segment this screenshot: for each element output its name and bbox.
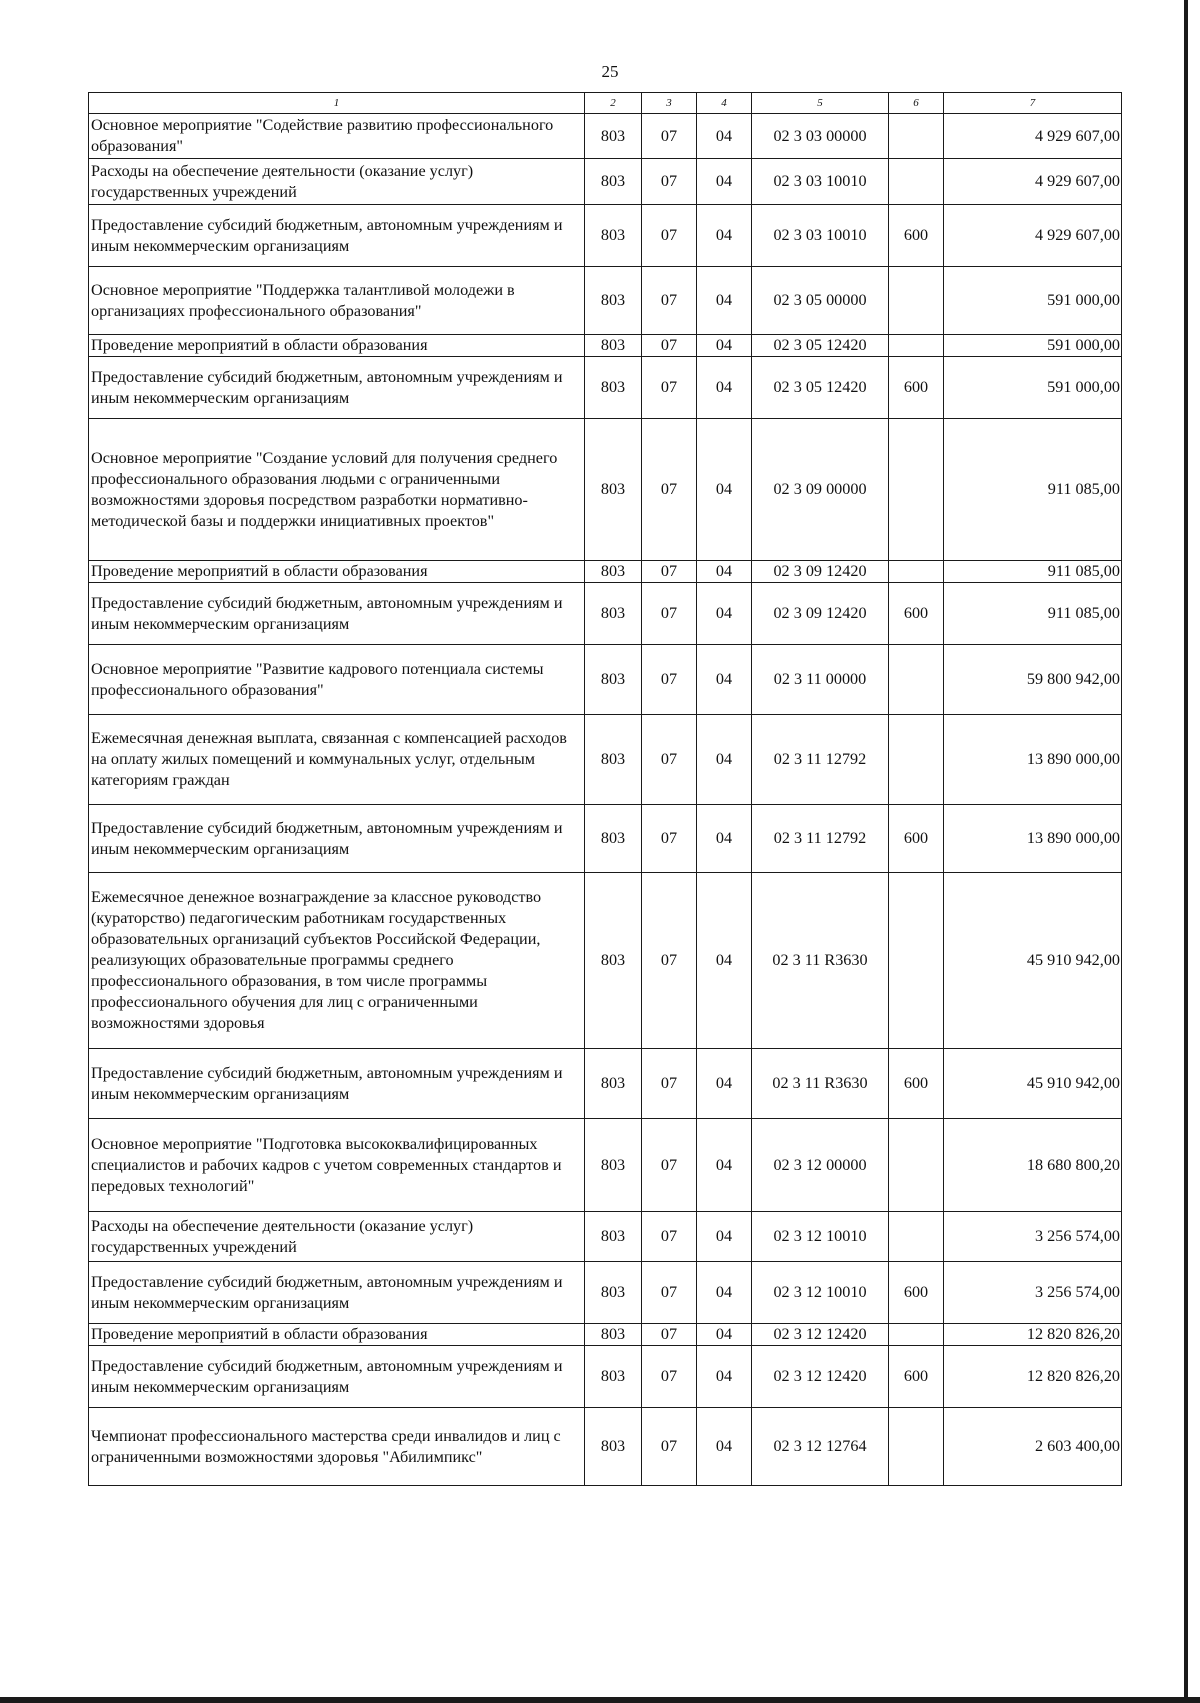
table-row	[89, 1324, 1122, 1346]
column-number: 1	[89, 93, 585, 114]
column-number: 2	[585, 93, 642, 114]
row-section-code: 07	[642, 805, 697, 873]
row-target-article: 02 3 12 12420	[752, 1324, 889, 1346]
table-row	[89, 267, 1122, 335]
row-target-article: 02 3 11 12792	[752, 805, 889, 873]
column-number: 3	[642, 93, 697, 114]
row-subsection-code: 04	[697, 1346, 752, 1408]
table-row	[89, 1262, 1122, 1324]
row-subsection-code: 04	[697, 114, 752, 159]
row-target-article: 02 3 03 00000	[752, 114, 889, 159]
row-subsection-code: 04	[697, 1049, 752, 1119]
row-target-article: 02 3 11 R3630	[752, 1049, 889, 1119]
row-section-code: 07	[642, 1119, 697, 1212]
row-subsection-code: 04	[697, 1212, 752, 1262]
row-section-code: 07	[642, 114, 697, 159]
row-target-article: 02 3 11 R3630	[752, 873, 889, 1049]
row-expense-type	[889, 715, 944, 805]
scan-border-bottom	[0, 1697, 1200, 1703]
row-subsection-code: 04	[697, 805, 752, 873]
row-target-article: 02 3 12 12420	[752, 1346, 889, 1408]
row-description: Основное мероприятие "Поддержка талантливой молодежи в организациях профессионального образования"	[89, 267, 585, 335]
row-amount: 13 890 000,00	[944, 805, 1122, 873]
row-target-article: 02 3 12 12764	[752, 1408, 889, 1486]
row-description: Основное мероприятие "Создание условий для получения среднего профессионального образования людьми с ограниченными возможностями здоровья посредством разработки нормативно-методической базы и поддержки инициативных проектов"	[89, 419, 585, 561]
row-section-code: 07	[642, 1408, 697, 1486]
row-expense-type	[889, 159, 944, 205]
row-amount: 591 000,00	[944, 335, 1122, 357]
row-subsection-code: 04	[697, 1408, 752, 1486]
table-row	[89, 205, 1122, 267]
row-description: Предоставление субсидий бюджетным, автономным учреждениям и иным некоммерческим организациям	[89, 1346, 585, 1408]
row-expense-type	[889, 1324, 944, 1346]
row-description: Основное мероприятие "Подготовка высококвалифицированных специалистов и рабочих кадров с учетом современных стандартов и передовых технологий"	[89, 1119, 585, 1212]
row-amount: 45 910 942,00	[944, 1049, 1122, 1119]
row-description: Основное мероприятие "Развитие кадрового потенциала системы профессионального образования"	[89, 645, 585, 715]
row-department-code: 803	[585, 357, 642, 419]
row-amount: 2 603 400,00	[944, 1408, 1122, 1486]
row-expense-type	[889, 1408, 944, 1486]
row-description: Проведение мероприятий в области образования	[89, 335, 585, 357]
row-description: Предоставление субсидий бюджетным, автономным учреждениям и иным некоммерческим организациям	[89, 583, 585, 645]
row-target-article: 02 3 05 00000	[752, 267, 889, 335]
row-amount: 911 085,00	[944, 561, 1122, 583]
row-subsection-code: 04	[697, 1324, 752, 1346]
table-row	[89, 645, 1122, 715]
row-target-article: 02 3 09 00000	[752, 419, 889, 561]
row-section-code: 07	[642, 715, 697, 805]
row-subsection-code: 04	[697, 419, 752, 561]
table-row	[89, 159, 1122, 205]
row-subsection-code: 04	[697, 583, 752, 645]
row-description: Расходы на обеспечение деятельности (оказание услуг) государственных учреждений	[89, 159, 585, 205]
row-amount: 591 000,00	[944, 267, 1122, 335]
row-description: Предоставление субсидий бюджетным, автономным учреждениям и иным некоммерческим организациям	[89, 205, 585, 267]
row-amount: 12 820 826,20	[944, 1324, 1122, 1346]
row-expense-type: 600	[889, 205, 944, 267]
row-department-code: 803	[585, 645, 642, 715]
table-row	[89, 1212, 1122, 1262]
row-description: Основное мероприятие "Содействие развитию профессионального образования"	[89, 114, 585, 159]
table-row	[89, 1049, 1122, 1119]
row-subsection-code: 04	[697, 1119, 752, 1212]
table-row	[89, 357, 1122, 419]
column-number: 4	[697, 93, 752, 114]
row-subsection-code: 04	[697, 715, 752, 805]
row-section-code: 07	[642, 583, 697, 645]
row-description: Чемпионат профессионального мастерства среди инвалидов и лиц с ограниченными возможностями здоровья "Абилимпикс"	[89, 1408, 585, 1486]
row-section-code: 07	[642, 1212, 697, 1262]
row-description: Предоставление субсидий бюджетным, автономным учреждениям и иным некоммерческим организациям	[89, 357, 585, 419]
row-department-code: 803	[585, 205, 642, 267]
row-description: Предоставление субсидий бюджетным, автономным учреждениям и иным некоммерческим организациям	[89, 805, 585, 873]
row-target-article: 02 3 11 00000	[752, 645, 889, 715]
row-target-article: 02 3 12 10010	[752, 1262, 889, 1324]
row-expense-type	[889, 335, 944, 357]
row-amount: 911 085,00	[944, 583, 1122, 645]
row-department-code: 803	[585, 1324, 642, 1346]
row-department-code: 803	[585, 1262, 642, 1324]
row-expense-type	[889, 267, 944, 335]
row-expense-type	[889, 419, 944, 561]
row-expense-type: 600	[889, 357, 944, 419]
row-expense-type: 600	[889, 805, 944, 873]
budget-table	[88, 92, 1122, 1486]
row-target-article: 02 3 09 12420	[752, 583, 889, 645]
scan-border-right	[1184, 0, 1188, 1703]
row-amount: 4 929 607,00	[944, 114, 1122, 159]
row-section-code: 07	[642, 267, 697, 335]
row-amount: 13 890 000,00	[944, 715, 1122, 805]
row-department-code: 803	[585, 1408, 642, 1486]
row-amount: 59 800 942,00	[944, 645, 1122, 715]
row-department-code: 803	[585, 1212, 642, 1262]
row-description: Предоставление субсидий бюджетным, автономным учреждениям и иным некоммерческим организациям	[89, 1049, 585, 1119]
row-department-code: 803	[585, 583, 642, 645]
row-subsection-code: 04	[697, 645, 752, 715]
column-number: 6	[889, 93, 944, 114]
row-department-code: 803	[585, 1049, 642, 1119]
row-amount: 4 929 607,00	[944, 205, 1122, 267]
row-amount: 591 000,00	[944, 357, 1122, 419]
row-department-code: 803	[585, 419, 642, 561]
row-subsection-code: 04	[697, 267, 752, 335]
row-expense-type	[889, 645, 944, 715]
row-subsection-code: 04	[697, 357, 752, 419]
row-section-code: 07	[642, 561, 697, 583]
row-section-code: 07	[642, 159, 697, 205]
row-target-article: 02 3 03 10010	[752, 205, 889, 267]
row-department-code: 803	[585, 1119, 642, 1212]
column-number-row	[89, 93, 1122, 114]
row-amount: 45 910 942,00	[944, 873, 1122, 1049]
row-expense-type	[889, 561, 944, 583]
table-row	[89, 1346, 1122, 1408]
row-expense-type	[889, 114, 944, 159]
row-target-article: 02 3 12 00000	[752, 1119, 889, 1212]
row-expense-type: 600	[889, 583, 944, 645]
table-row	[89, 114, 1122, 159]
table-row	[89, 1408, 1122, 1486]
table-row	[89, 419, 1122, 561]
row-description: Предоставление субсидий бюджетным, автономным учреждениям и иным некоммерческим организациям	[89, 1262, 585, 1324]
row-amount: 911 085,00	[944, 419, 1122, 561]
row-amount: 3 256 574,00	[944, 1212, 1122, 1262]
row-expense-type	[889, 873, 944, 1049]
row-subsection-code: 04	[697, 205, 752, 267]
row-section-code: 07	[642, 1324, 697, 1346]
row-department-code: 803	[585, 114, 642, 159]
row-description: Ежемесячная денежная выплата, связанная с компенсацией расходов на оплату жилых помещений и коммунальных услуг, отдельным категориям граждан	[89, 715, 585, 805]
row-section-code: 07	[642, 1049, 697, 1119]
row-target-article: 02 3 05 12420	[752, 357, 889, 419]
row-description: Проведение мероприятий в области образования	[89, 561, 585, 583]
row-section-code: 07	[642, 645, 697, 715]
row-section-code: 07	[642, 419, 697, 561]
row-department-code: 803	[585, 267, 642, 335]
row-department-code: 803	[585, 873, 642, 1049]
table-row	[89, 715, 1122, 805]
row-department-code: 803	[585, 335, 642, 357]
row-amount: 12 820 826,20	[944, 1346, 1122, 1408]
row-department-code: 803	[585, 561, 642, 583]
row-department-code: 803	[585, 715, 642, 805]
row-subsection-code: 04	[697, 159, 752, 205]
row-department-code: 803	[585, 159, 642, 205]
row-expense-type	[889, 1119, 944, 1212]
row-section-code: 07	[642, 873, 697, 1049]
row-description: Ежемесячное денежное вознаграждение за классное руководство (кураторство) педагогическим работникам государственных образовательных организаций субъектов Российской Федерации, реализующих образовательные программы среднего профессионального образования, в том числе программы профессионального обучения для лиц с ограниченными возможностями здоровья	[89, 873, 585, 1049]
row-description: Проведение мероприятий в области образования	[89, 1324, 585, 1346]
row-target-article: 02 3 12 10010	[752, 1212, 889, 1262]
table-row	[89, 583, 1122, 645]
row-section-code: 07	[642, 1346, 697, 1408]
column-number: 5	[752, 93, 889, 114]
column-number: 7	[944, 93, 1122, 114]
row-section-code: 07	[642, 205, 697, 267]
row-target-article: 02 3 09 12420	[752, 561, 889, 583]
row-subsection-code: 04	[697, 873, 752, 1049]
row-section-code: 07	[642, 357, 697, 419]
row-expense-type	[889, 1212, 944, 1262]
row-section-code: 07	[642, 335, 697, 357]
row-amount: 18 680 800,20	[944, 1119, 1122, 1212]
row-amount: 3 256 574,00	[944, 1262, 1122, 1324]
row-section-code: 07	[642, 1262, 697, 1324]
row-department-code: 803	[585, 1346, 642, 1408]
row-expense-type: 600	[889, 1049, 944, 1119]
row-subsection-code: 04	[697, 335, 752, 357]
row-description: Расходы на обеспечение деятельности (оказание услуг) государственных учреждений	[89, 1212, 585, 1262]
row-target-article: 02 3 05 12420	[752, 335, 889, 357]
table-row	[89, 561, 1122, 583]
row-subsection-code: 04	[697, 1262, 752, 1324]
table-row	[89, 873, 1122, 1049]
row-expense-type: 600	[889, 1346, 944, 1408]
row-subsection-code: 04	[697, 561, 752, 583]
row-amount: 4 929 607,00	[944, 159, 1122, 205]
table-row	[89, 805, 1122, 873]
table-row	[89, 335, 1122, 357]
table-row	[89, 1119, 1122, 1212]
page-number: 25	[601, 62, 619, 81]
row-expense-type: 600	[889, 1262, 944, 1324]
row-target-article: 02 3 03 10010	[752, 159, 889, 205]
row-target-article: 02 3 11 12792	[752, 715, 889, 805]
row-department-code: 803	[585, 805, 642, 873]
